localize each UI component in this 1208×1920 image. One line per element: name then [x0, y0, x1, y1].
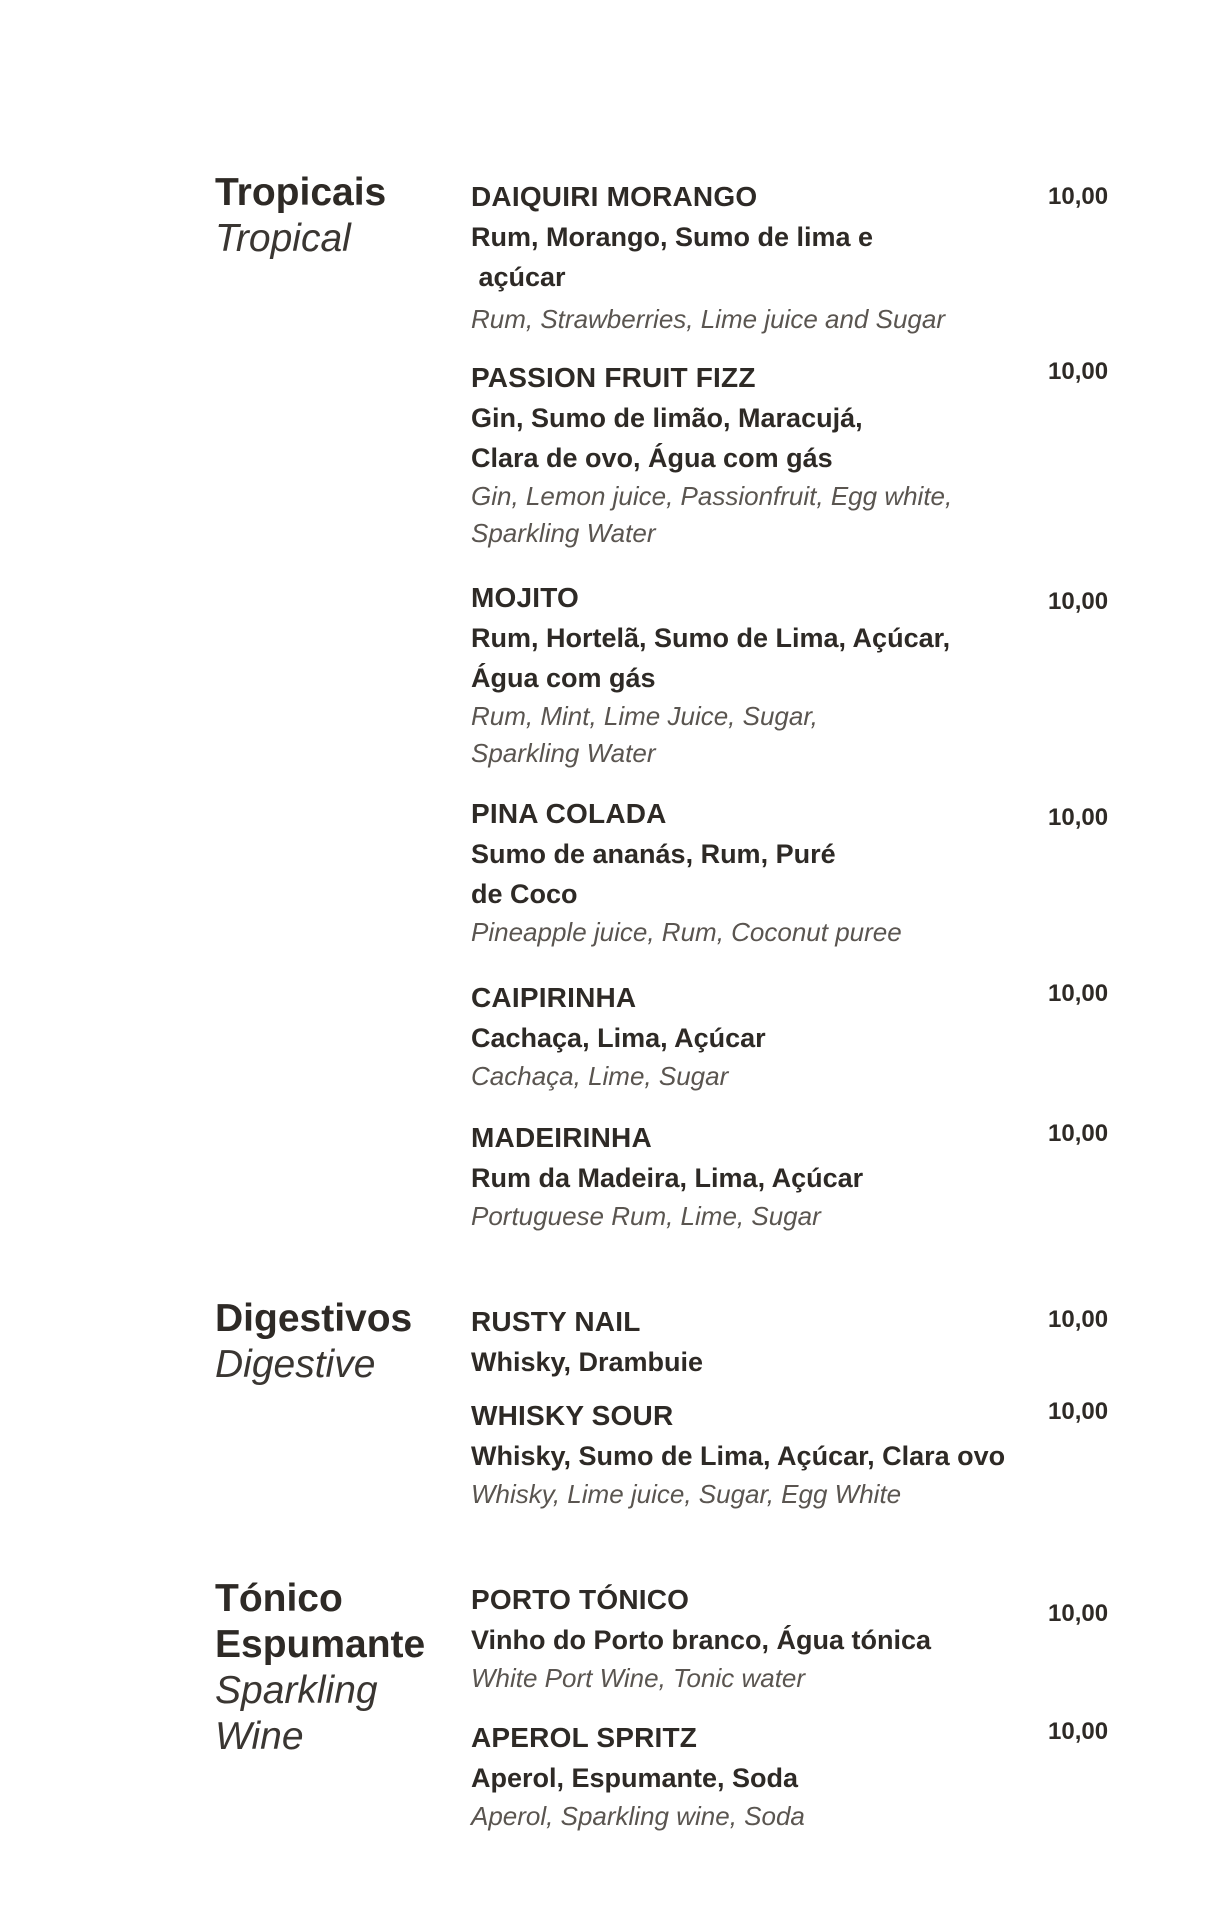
- item-price: 10,00: [1048, 588, 1109, 615]
- item-desc-pt: Whisky, Sumo de Lima, Açúcar, Clara ovo: [471, 1441, 1006, 1471]
- item-desc-en: Rum, Mint, Lime Juice, Sugar,: [471, 701, 818, 731]
- menu-item-rusty-nail: [471, 1302, 1131, 1382]
- menu-item-porto-tonico: [471, 1580, 1131, 1697]
- item-desc-pt: Vinho do Porto branco, Água tónica: [471, 1625, 932, 1655]
- category-title-pt-2: Espumante: [215, 1623, 426, 1666]
- item-name: PASSION FRUIT FIZZ: [471, 362, 756, 393]
- item-desc-en: White Port Wine, Tonic water: [471, 1663, 806, 1693]
- category-title-pt: Tropicais: [215, 171, 387, 214]
- item-desc-pt-2: Clara de ovo, Água com gás: [471, 443, 833, 473]
- item-desc-pt: Aperol, Espumante, Soda: [471, 1763, 799, 1793]
- item-desc-pt-2: açúcar: [471, 262, 566, 292]
- menu-item-daiquiri: [471, 177, 1131, 338]
- item-desc-pt: Sumo de ananás, Rum, Puré: [471, 839, 836, 869]
- item-price: 10,00: [1048, 183, 1109, 210]
- item-price: 10,00: [1048, 1306, 1109, 1333]
- category-tropicais: [215, 170, 455, 262]
- item-desc-en: Gin, Lemon juice, Passionfruit, Egg white,: [471, 481, 953, 511]
- item-desc-en: Whisky, Lime juice, Sugar, Egg White: [471, 1479, 902, 1509]
- item-desc-pt: Rum da Madeira, Lima, Açúcar: [471, 1163, 864, 1193]
- item-desc-pt-2: de Coco: [471, 879, 578, 909]
- category-tonico-espumante: [215, 1576, 455, 1760]
- menu-item-aperol-spritz: [471, 1718, 1131, 1835]
- item-desc-pt: Cachaça, Lima, Açúcar: [471, 1023, 766, 1053]
- category-title-en-2: Wine: [215, 1715, 304, 1758]
- item-name: WHISKY SOUR: [471, 1400, 674, 1431]
- item-desc-en: Rum, Strawberries, Lime juice and Sugar: [471, 304, 945, 334]
- item-price: 10,00: [1048, 1600, 1109, 1627]
- category-title-en: Digestive: [215, 1343, 376, 1386]
- item-name: APEROL SPRITZ: [471, 1722, 698, 1753]
- item-desc-pt-2: Água com gás: [471, 663, 656, 693]
- item-name: DAIQUIRI MORANGO: [471, 181, 758, 212]
- item-name: PINA COLADA: [471, 798, 667, 829]
- item-desc-pt: Rum, Morango, Sumo de lima e: [471, 222, 874, 252]
- item-desc-en: Portuguese Rum, Lime, Sugar: [471, 1201, 821, 1231]
- item-name: PORTO TÓNICO: [471, 1584, 690, 1615]
- category-title-pt: Tónico: [215, 1577, 343, 1620]
- item-desc-pt: Whisky, Drambuie: [471, 1347, 704, 1377]
- item-desc-en: Pineapple juice, Rum, Coconut puree: [471, 917, 902, 947]
- item-desc-en: Cachaça, Lime, Sugar: [471, 1061, 729, 1091]
- item-desc-en-2: Sparkling Water: [471, 518, 656, 548]
- item-desc-pt: Gin, Sumo de limão, Maracujá,: [471, 403, 863, 433]
- item-price: 10,00: [1048, 1718, 1109, 1745]
- menu-item-pina-colada: [471, 794, 1131, 951]
- item-name: MADEIRINHA: [471, 1122, 652, 1153]
- item-desc-en-2: Sparkling Water: [471, 738, 656, 768]
- menu-item-passion-fruit-fizz: [471, 358, 1131, 552]
- item-price: 10,00: [1048, 804, 1109, 831]
- category-title-en: Tropical: [215, 217, 351, 260]
- category-digestivos: [215, 1296, 455, 1388]
- item-price: 10,00: [1048, 1120, 1109, 1147]
- item-name: CAIPIRINHA: [471, 982, 637, 1013]
- item-price: 10,00: [1048, 980, 1109, 1007]
- item-desc-en: Aperol, Sparkling wine, Soda: [471, 1801, 805, 1831]
- category-title-en: Sparkling: [215, 1669, 378, 1712]
- category-title-pt: Digestivos: [215, 1297, 413, 1340]
- menu-item-whisky-sour: [471, 1396, 1131, 1513]
- item-name: RUSTY NAIL: [471, 1306, 641, 1337]
- item-desc-pt: Rum, Hortelã, Sumo de Lima, Açúcar,: [471, 623, 951, 653]
- item-price: 10,00: [1048, 1398, 1109, 1425]
- item-name: MOJITO: [471, 582, 580, 613]
- menu-item-mojito: [471, 578, 1131, 772]
- menu-item-madeirinha: [471, 1118, 1131, 1235]
- item-price: 10,00: [1048, 358, 1109, 385]
- menu-item-caipirinha: [471, 978, 1131, 1095]
